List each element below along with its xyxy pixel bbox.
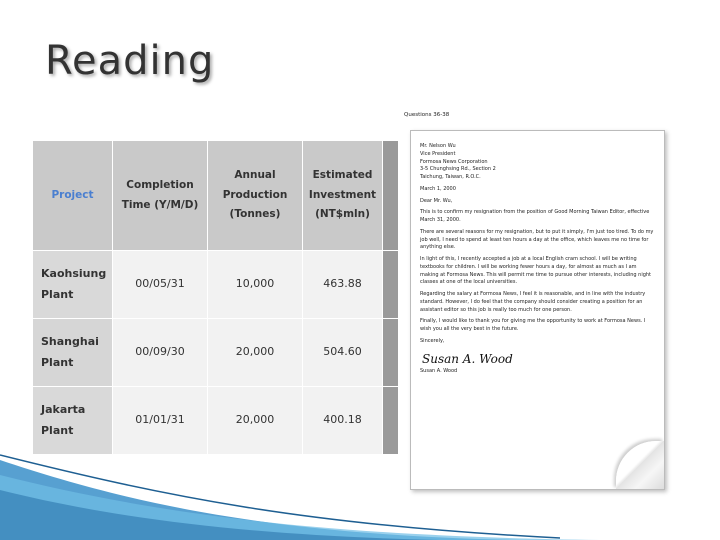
header-completion: Completion Time (Y/M/D) [113,141,208,251]
address-line: Taichung, Taiwan, R.O.C. [420,174,481,180]
completion-cell: 01/01/31 [113,387,208,455]
production-cell: 20,000 [208,387,303,455]
letter-paragraph: Finally, I would like to thank you for giving me the opportunity to work at Formosa News. I wish you all the very best in the future. [420,318,646,332]
letter-salutation: Dear Mr. Wu, [420,197,453,204]
slide-title: Reading [45,38,215,84]
plant-name: Jakarta Plant [33,387,113,455]
plant-name: Kaohsiung Plant [33,251,113,319]
extra-cell [383,251,399,319]
table-row [33,251,399,319]
project-table [32,140,399,455]
table-row [33,319,399,387]
table-header-row [33,141,399,251]
investment-cell: 400.18 [303,387,383,455]
extra-cell [383,319,399,387]
letter-paragraph: There are several reasons for my resignation, but to put it simply, I'm just too tired. To do my job well, I need to spend at least ten hours a day at the office, which leaves me no time for anything else. [420,228,654,251]
address-line: Mr. Nelson Wu [420,143,456,149]
letter-paragraph: Regarding the salary at Formosa News, I feel it is reasonable, and in line with the industry standard. However, I do feel that the company should consider creating a position for an assistant editor so this job is really too much for one person. [420,291,646,313]
production-cell: 10,000 [208,251,303,319]
letter-page [410,130,665,490]
letter-paragraph: In light of this, I recently accepted a job at a local English cram school. I will be writing textbooks for children. I will be working fewer hours a day, for almost as much as I am making at Formosa News. This will permit me time to pursue other interests, including night classes at one of the local universities. [420,256,652,286]
completion-cell: 00/09/30 [113,319,208,387]
plant-name: Shanghai Plant [33,319,113,387]
signer-name: Susan A. Wood [420,367,458,374]
completion-cell: 00/05/31 [113,251,208,319]
address-line: 3-5 Chunghsing Rd., Section 2 [420,166,496,173]
letter-date: March 1, 2000 [420,185,456,192]
address-line: Vice President [420,150,456,157]
investment-cell: 463.88 [303,251,383,319]
header-production: Annual Production (Tonnes) [208,141,303,251]
investment-cell: 504.60 [303,319,383,387]
header-investment: Estimated Investment (NT$mln) [303,141,383,251]
production-cell: 20,000 [208,319,303,387]
decorative-swoosh [0,440,720,540]
handwritten-signature: Susan A. Wood [422,351,513,366]
questions-label: Questions 36-38 [404,112,450,118]
letter-paragraph: This is to confirm my resignation from the position of Good Morning Taiwan Editor, effective March 31, 2000. [420,209,650,223]
letter-closing: Sincerely, [420,337,445,344]
header-project: Project [33,141,113,251]
header-extra [383,141,399,251]
address-line: Formosa News Corporation [420,158,488,165]
